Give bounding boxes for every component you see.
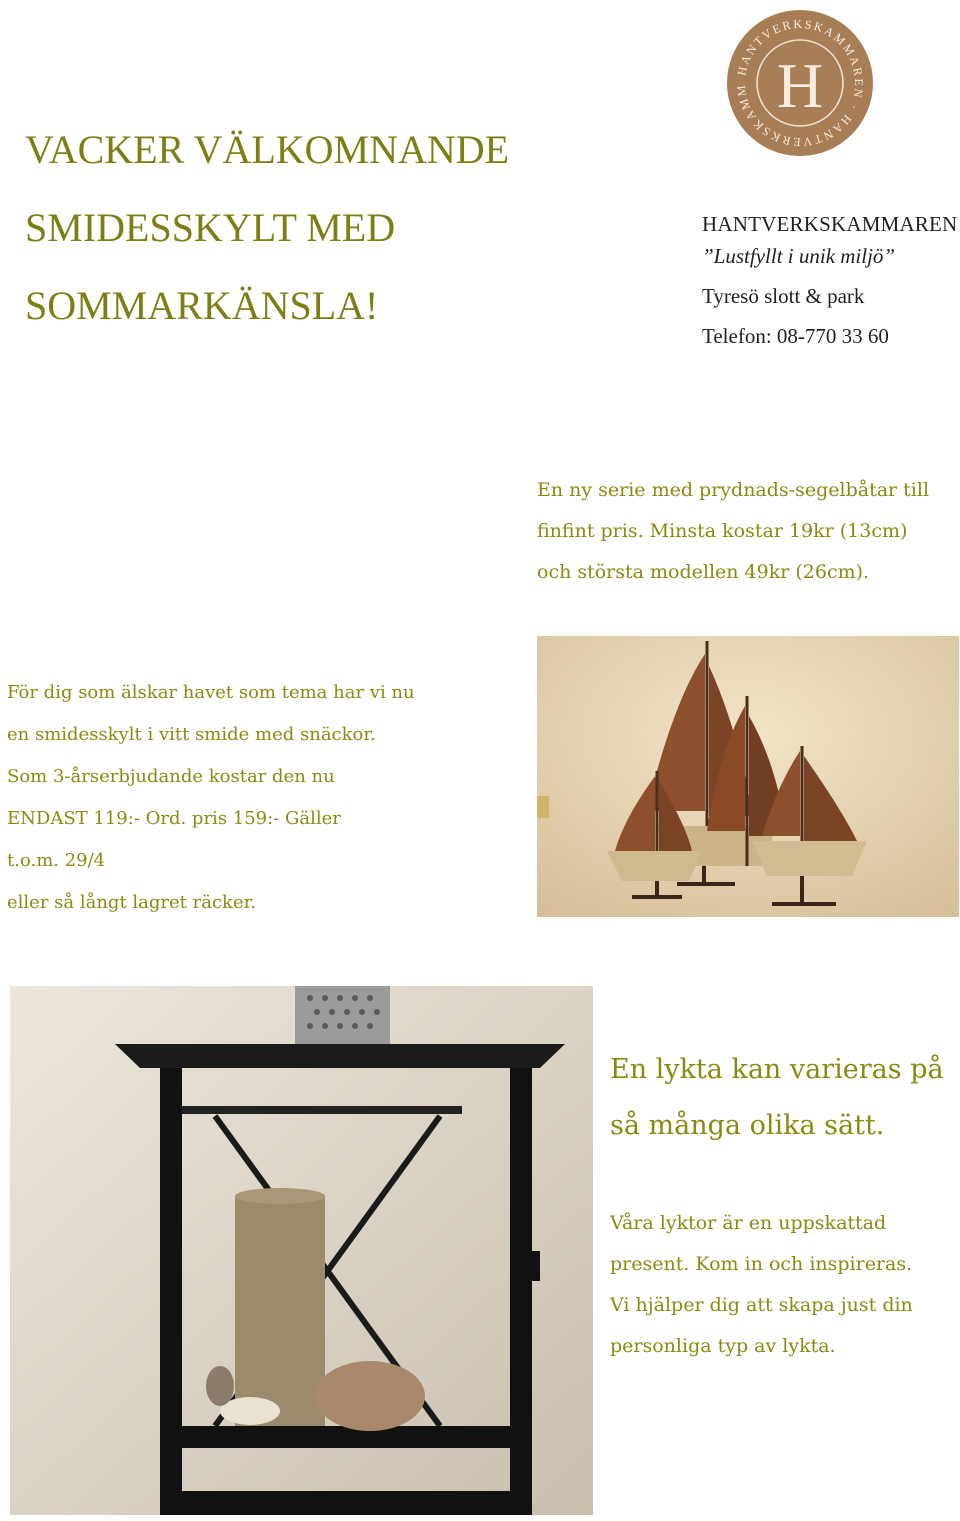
- contact-block: [702, 212, 958, 364]
- sign-line: eller så långt lagret räcker.: [7, 892, 256, 913]
- tagline: ”Lustfyllt i unik miljö”: [702, 244, 896, 268]
- headline-line-2: SMIDESSKYLT MED: [25, 205, 396, 250]
- sign-line: en smidesskylt i vitt smide med snäckor.: [7, 724, 376, 745]
- location: Tyresö slott & park: [702, 284, 865, 308]
- lantern-heading-line: En lykta kan varieras på: [610, 1054, 944, 1085]
- boats-line: och största modellen 49kr (26cm).: [537, 561, 870, 583]
- sign-line: För dig som älskar havet som tema har vi nu: [7, 682, 415, 703]
- sign-description: [7, 672, 527, 924]
- boats-line: finfint pris. Minsta kostar 19kr (13cm): [537, 520, 908, 542]
- brand-name: HANTVERKSKAMMAREN: [702, 212, 958, 236]
- boats-line: En ny serie med prydnads-segelbåtar till: [537, 479, 930, 501]
- logo-letter: H: [776, 50, 824, 121]
- headline-line-3: SOMMARKÄNSLA!: [25, 283, 379, 328]
- headline: [25, 127, 545, 364]
- lantern-line: personliga typ av lykta.: [610, 1335, 836, 1357]
- lantern-heading: [610, 1042, 955, 1154]
- sign-line: Som 3-årserbjudande kostar den nu: [7, 766, 335, 787]
- lantern-photo: [10, 986, 593, 1515]
- lantern-line: Vi hjälper dig att skapa just din: [610, 1294, 913, 1316]
- phone: Telefon: 08-770 33 60: [702, 324, 889, 348]
- sign-line: ENDAST 119:- Ord. pris 159:- Gäller: [7, 808, 341, 829]
- hantverkskammaren-logo: [725, 8, 875, 158]
- logo-seal-icon: [725, 8, 875, 158]
- boats-description: [537, 470, 952, 593]
- lantern-description: [610, 1203, 955, 1367]
- lantern-line: present. Kom in och inspireras.: [610, 1253, 913, 1275]
- lantern-heading-line: så många olika sätt.: [610, 1110, 885, 1141]
- headline-line-1: VACKER VÄLKOMNANDE: [25, 127, 510, 172]
- sailboats-photo: [537, 636, 959, 917]
- lantern-line: Våra lyktor är en uppskattad: [610, 1212, 887, 1234]
- svg-text:HANTVERKSKAMMAREN · HANTVERKSK: HANTVERKSKAMMAREN · HANTVERKSKAMM: [733, 16, 867, 150]
- sign-line: t.o.m. 29/4: [7, 850, 106, 871]
